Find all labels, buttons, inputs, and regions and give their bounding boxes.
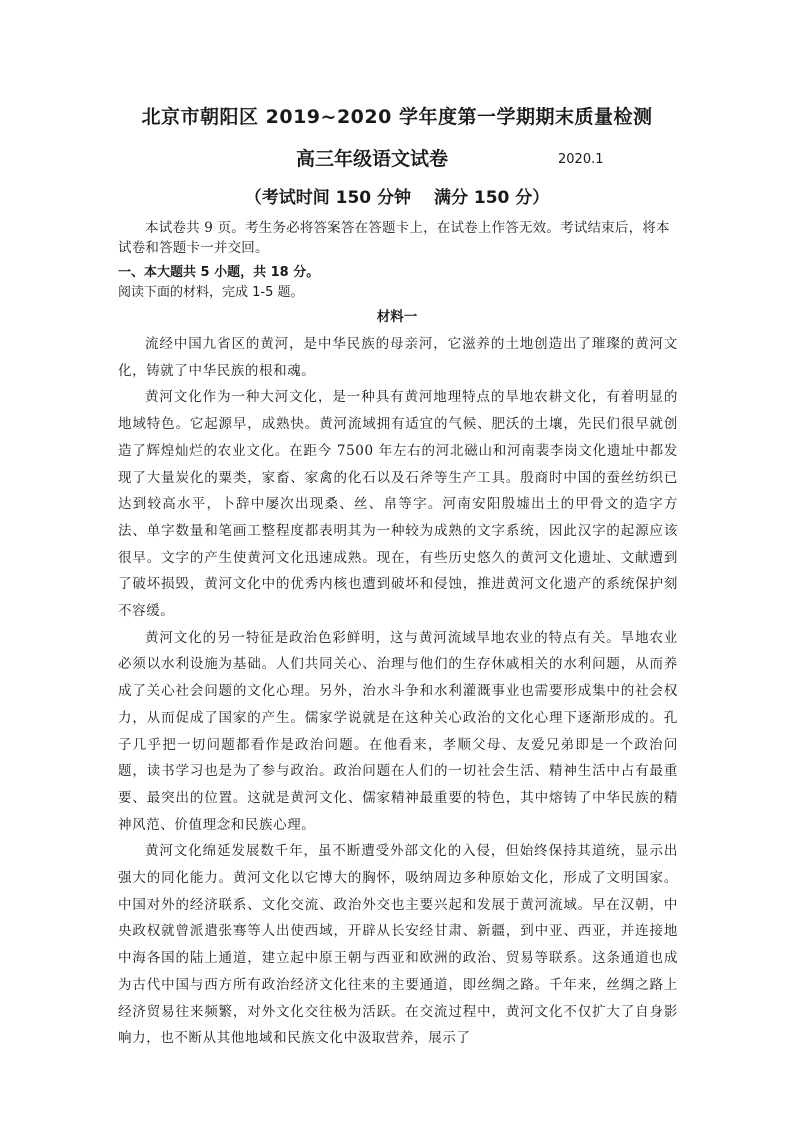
exam-date: 2020.1	[558, 152, 604, 167]
material-title: 材料一	[376, 309, 418, 325]
exam-instructions: 本试卷共 9 页。考生务必将答案答在答题卡上，在试卷上作答无效。考试结束后，将本试卷和答题卡一并交回。	[118, 220, 670, 256]
exam-subtitle: 高三年级语文试卷	[296, 148, 449, 170]
material-paragraph-2: 黄河文化作为一种大河文化，是一种具有黄河地理特点的旱地农耕文化，有着明显的地域特色。它起源早，成熟快。黄河流域拥有适宜的气候、肥沃的土壤，先民们很早就创造了辉煌灿烂的农业文化。在距今 7500 年左右的河北磁山和河南裴李岗文化遗址中都发现了大量炭化的粟类，家畜、家禽的化石以及石斧等生产工具。殷商时中国的蚕丝纺织已达到较高水平，卜辞中屡次出现桑、丝、帛等字。河南安阳殷墟出土的甲骨文的造字方法、单字数量和笔画工整程度都表明其为一种较为成熟的文字系统，因此汉字的起源应该很早。文字的产生使黄河文化迅速成熟。现在，有些历史悠久的黄河文化遗址、文献遭到了破坏损毁，黄河文化中的优秀内核也遭到破坏和侵蚀，推进黄河文化遗产的系统保护刻不容缓。	[118, 389, 678, 620]
exam-duration-score: （考试时间 150 分钟 满分 150 分）	[244, 188, 550, 208]
exam-title: 北京市朝阳区 2019~2020 学年度第一学期期末质量检测	[141, 106, 653, 128]
material-body	[118, 331, 678, 1052]
section-instruction: 阅读下面的材料，完成 1-5 题。	[118, 285, 304, 300]
material-paragraph-4: 黄河文化绵延发展数千年，虽不断遭受外部文化的入侵，但始终保持其道统，显示出强大的同化能力。黄河文化以它博大的胸怀，吸纳周边多种原始文化，形成了文明国家。中国对外的经济联系、文化交流、政治外交也主要兴起和发展于黄河流域。早在汉朝，中央政权就曾派遣张骞等人出使西域，开辟从长安经甘肃、新疆，到中亚、西亚，并连接地中海各国的陆上通道，建立起中原王朝与西亚和欧洲的政治、贸易等联系。这条通道也成为古代中国与西方所有政治经济文化往来的主要通道，即丝绸之路。千年来，丝绸之路上经济贸易往来频繁，对外文化交往极为活跃。在交流过程中，黄河文化不仅扩大了自身影响力，也不断从其他地域和民族文化中汲取营养，展示了	[118, 843, 678, 1047]
section-heading: 一、本大题共 5 小题，共 18 分。	[118, 265, 320, 280]
material-paragraph-3: 黄河文化的另一特征是政治色彩鲜明，这与黄河流域旱地农业的特点有关。旱地农业必须以水利设施为基础。人们共同关心、治理与他们的生存休戚相关的水利问题，从而养成了关心社会问题的文化心理。另外，治水斗争和水利灌溉事业也需要形成集中的社会权力，从而促成了国家的产生。儒家学说就是在这种关心政治的文化心理下逐渐形成的。孔子几乎把一切问题都看作是政治问题。在他看来，孝顺父母、友爱兄弟即是一个政治问题，读书学习也是为了参与政治。政治问题在人们的一切社会生活、精神生活中占有最重要、最突出的位置。这就是黄河文化、儒家精神最重要的特色，其中熔铸了中华民族的精神风范、价值理念和民族心理。	[118, 629, 678, 833]
material-paragraph-1: 流经中国九省区的黄河，是中华民族的母亲河，它滋养的土地创造出了璀璨的黄河文化，铸就了中华民族的根和魂。	[118, 336, 678, 379]
